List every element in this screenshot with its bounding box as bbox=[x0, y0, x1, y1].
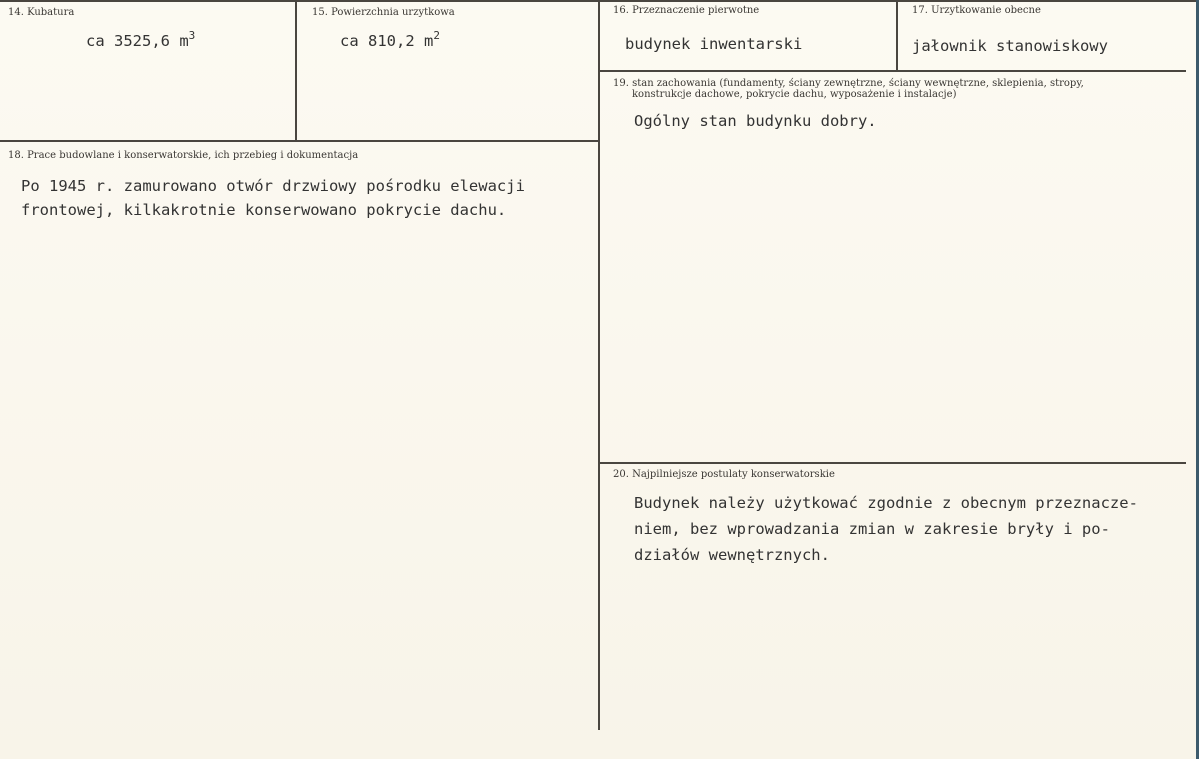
field-15-value-text: ca 810,2 m bbox=[340, 32, 434, 50]
field-18-label: 18. Prace budowlane i konserwatorskie, ich przebieg i dokumentacja bbox=[8, 150, 359, 161]
field-14-exponent: 3 bbox=[188, 29, 196, 42]
divider-16-17 bbox=[896, 0, 898, 70]
field-20-line-2: niem, bez wprowadzania zmian w zakresie bryły i po- bbox=[634, 520, 1110, 538]
field-19-label-line-1: 19. stan zachowania (fundamenty, ściany zewnętrzne, ściany wewnętrzne, sklepienia, stropy, bbox=[613, 78, 1084, 89]
field-15-label: 15. Powierzchnia urzytkowa bbox=[312, 7, 455, 18]
field-17-label: 17. Urzytkowanie obecne bbox=[912, 5, 1041, 16]
field-17-value: jałownik stanowiskowy bbox=[912, 37, 1108, 55]
field-14-value bbox=[86, 28, 195, 55]
field-19-label-line-2: konstrukcje dachowe, pokrycie dachu, wyposażenie i instalacje) bbox=[632, 89, 957, 100]
field-20-line-3: działów wewnętrznych. bbox=[634, 546, 830, 564]
field-16-label: 16. Przeznaczenie pierwotne bbox=[613, 5, 760, 16]
divider-main bbox=[598, 0, 600, 730]
field-15-exponent: 2 bbox=[433, 29, 440, 42]
divider-14-15 bbox=[295, 0, 297, 140]
rule-under-16-17 bbox=[600, 70, 1186, 72]
rule-above-20 bbox=[600, 462, 1186, 464]
field-20-label: 20. Najpilniejsze postulaty konserwatorskie bbox=[613, 469, 835, 480]
rule-under-14-15 bbox=[0, 140, 598, 142]
field-14-value-text: ca 3525,6 m bbox=[86, 32, 189, 50]
field-15-value bbox=[340, 28, 440, 55]
field-18-line-2: frontowej, kilkakrotnie konserwowano pokrycie dachu. bbox=[21, 201, 507, 219]
field-20-line-1: Budynek należy użytkować zgodnie z obecnym przeznacze- bbox=[634, 494, 1138, 512]
field-19-value: Ogólny stan budynku dobry. bbox=[634, 112, 877, 130]
field-14-label: 14. Kubatura bbox=[8, 7, 75, 18]
field-18-line-1: Po 1945 r. zamurowano otwór drzwiowy pośrodku elewacji bbox=[21, 177, 525, 195]
field-16-value: budynek inwentarski bbox=[625, 35, 803, 53]
